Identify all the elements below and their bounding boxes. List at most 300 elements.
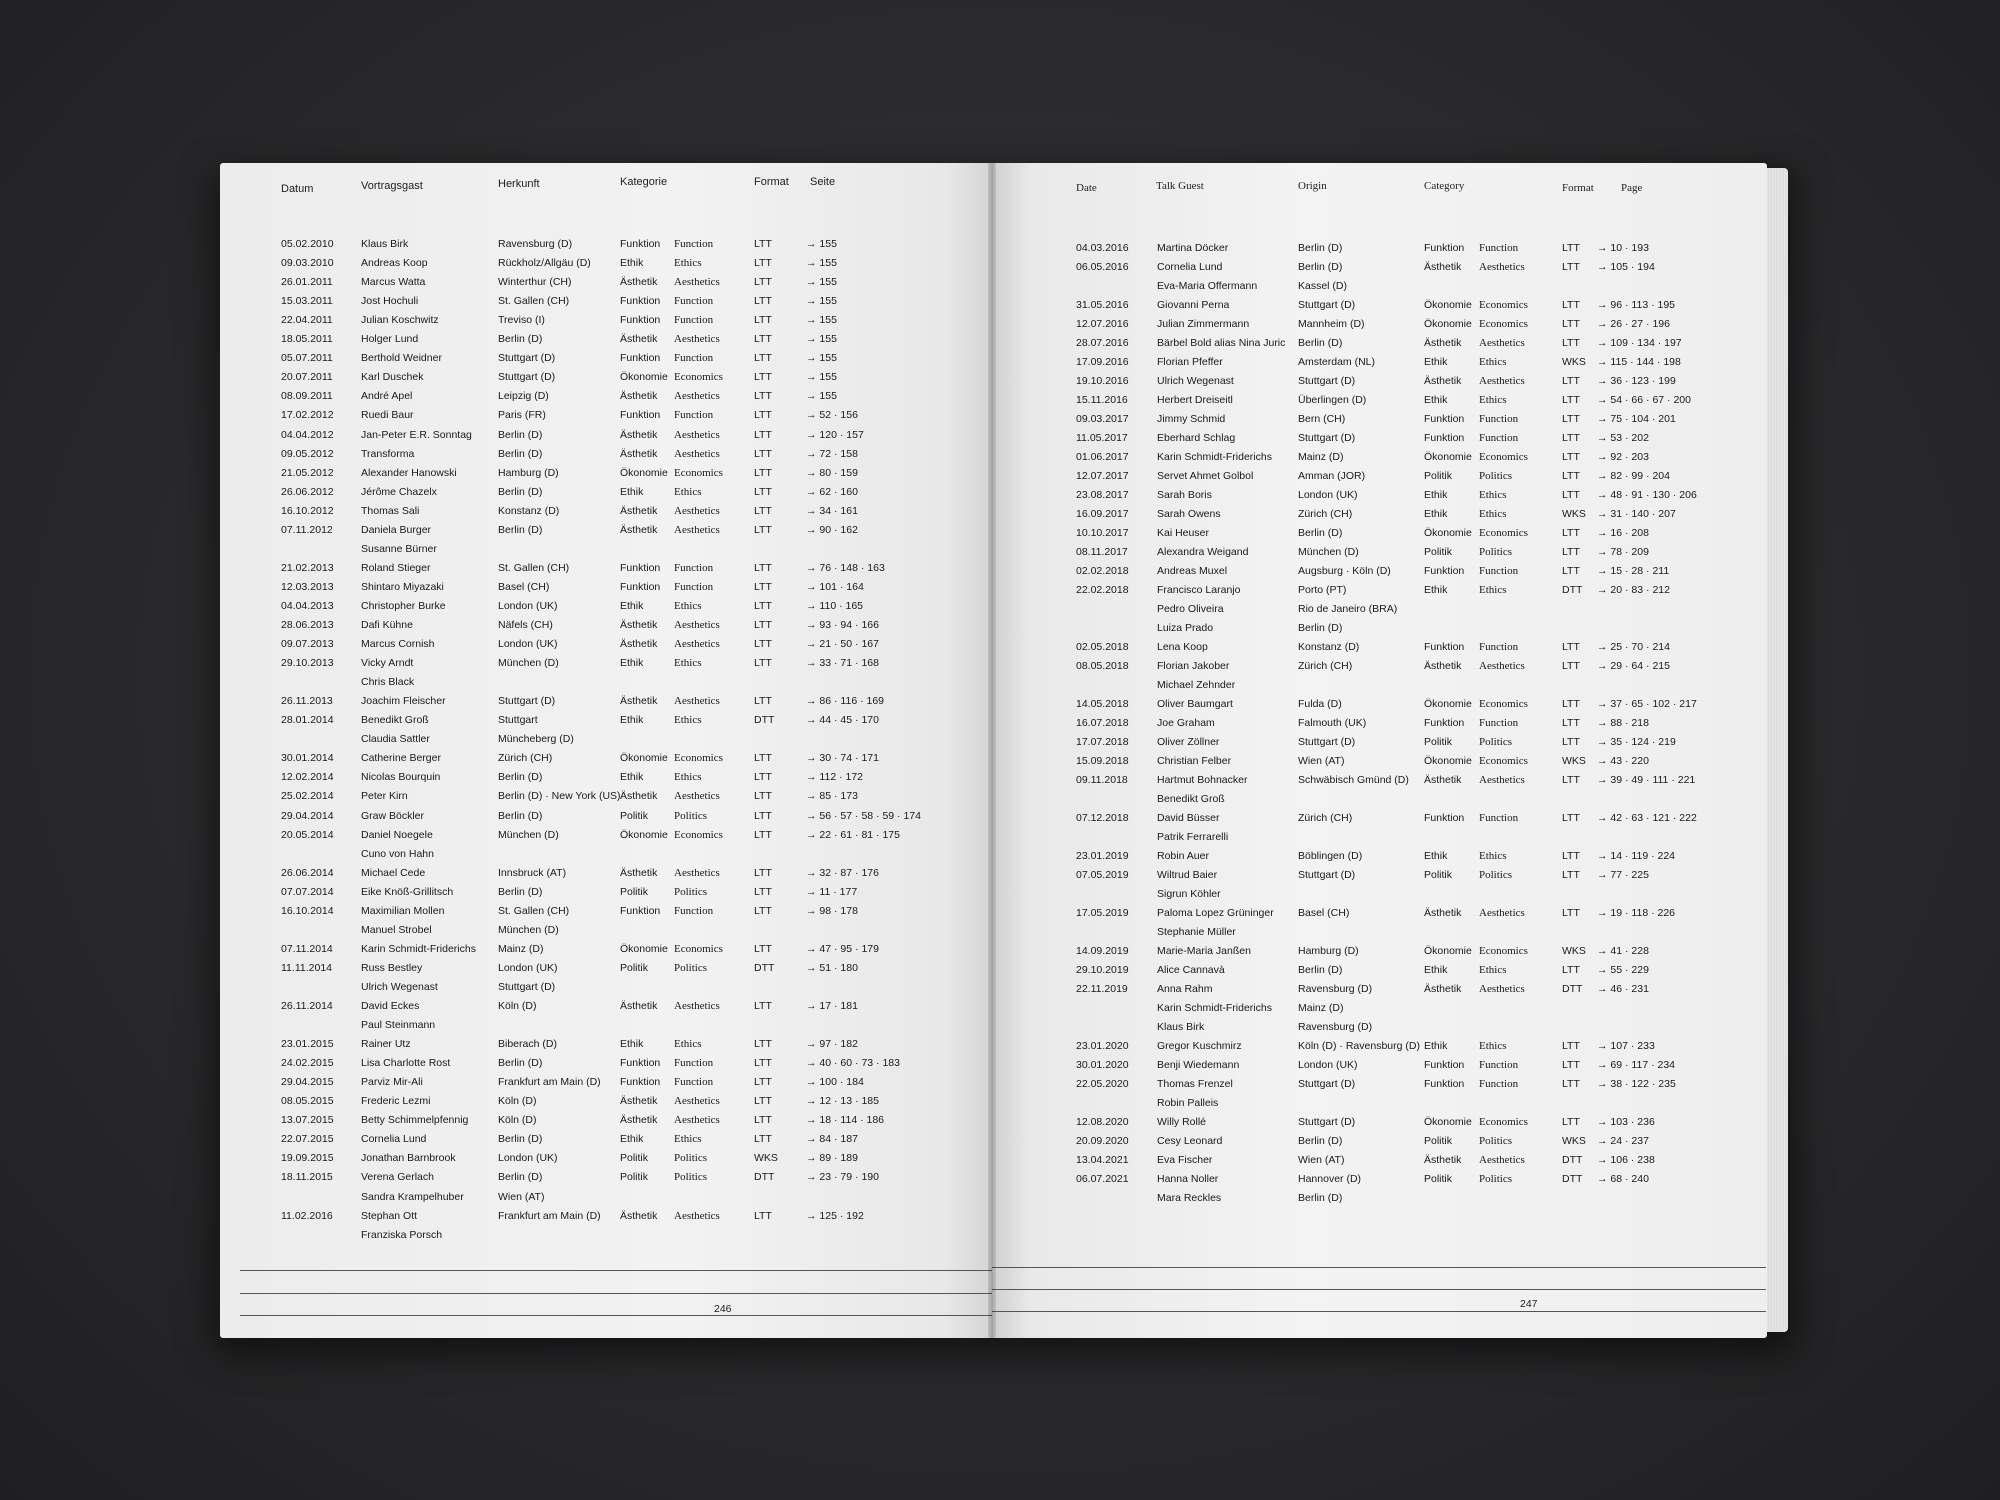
book-spine [988,163,996,1338]
table-row [220,886,992,905]
guest-cell: Julian Koschwitz [361,314,439,327]
date-cell: 06.07.2021 [1076,1173,1129,1185]
date-cell: 05.02.2010 [281,238,334,250]
table-row [220,1114,992,1133]
origin-cell: Stuttgart (D) [1298,869,1356,881]
page-ref-cell: → 42 · 63 · 121 · 222 [1597,812,1697,824]
origin-cell: Konstanz (D) [498,504,560,517]
table-row [220,1152,992,1171]
origin-cell: Leipzig (D) [498,390,549,403]
format-cell: WKS [1562,945,1586,957]
table-row [992,280,1767,299]
category-cell: Ethik [1424,850,1448,862]
page-ref-cell: → 125 · 192 [806,1209,864,1222]
page-ref-cell: → 109 · 134 · 197 [1597,337,1682,349]
guest-cell: Benji Wiedemann [1157,1059,1240,1071]
origin-cell: Berlin (D) [1298,622,1343,634]
origin-cell: Wien (AT) [1298,755,1345,767]
origin-cell: Rio de Janeiro (BRA) [1298,603,1398,615]
format-cell: WKS [1562,755,1586,767]
guest-cell: Peter Kirn [361,790,408,803]
page-ref-cell: → 155 [806,390,837,403]
table-row [992,413,1767,432]
origin-cell: Stuttgart (D) [1298,1078,1356,1090]
page-ref-cell: → 40 · 60 · 73 · 183 [806,1057,900,1070]
guest-cell: Thomas Sali [361,504,420,517]
table-row [220,1229,992,1248]
category-en-cell: Economics [1479,755,1528,767]
page-ref-cell: → 38 · 122 · 235 [1597,1078,1676,1090]
format-cell: LTT [754,1057,772,1070]
date-cell: 04.04.2012 [281,428,334,441]
guest-cell: Susanne Bürner [361,542,437,555]
origin-cell: Stuttgart (D) [1298,375,1356,387]
format-cell: LTT [754,523,772,536]
category-cell: Funktion [620,1057,661,1070]
page-ref-cell: → 155 [806,295,837,308]
category-cell: Politik [1424,869,1453,881]
guest-cell: Francisco Laranjo [1157,584,1241,596]
category-cell: Funktion [1424,242,1465,254]
table-row [220,1000,992,1019]
category-en-cell: Function [1479,242,1519,254]
header-category: Category [1424,180,1465,192]
origin-cell: Berlin (D) [498,771,543,784]
page-ref-cell: → 93 · 94 · 166 [806,619,879,631]
page-ref-cell: → 120 · 157 [806,428,864,441]
header-page: Seite [810,176,836,188]
guest-cell: Robin Palleis [1157,1097,1219,1109]
category-cell: Ästhetik [1424,375,1462,387]
category-en-cell: Function [674,1076,714,1089]
guest-cell: Joe Graham [1157,717,1215,729]
page-ref-cell: → 84 · 187 [806,1133,858,1146]
page-ref-cell: → 43 · 220 [1597,755,1649,767]
table-row [992,926,1767,945]
page-ref-cell: → 36 · 123 · 199 [1597,375,1676,387]
category-cell: Ökonomie [620,466,668,479]
date-cell: 28.07.2016 [1076,337,1129,349]
format-cell: LTT [1562,299,1580,311]
format-cell: LTT [1562,318,1580,330]
table-row [992,1040,1767,1059]
guest-cell: Julian Zimmermann [1157,318,1250,330]
origin-cell: Berlin (D) · New York (US) [498,790,621,803]
date-cell: 17.05.2019 [1076,907,1129,919]
table-row [220,1076,992,1095]
date-cell: 12.07.2017 [1076,470,1129,482]
format-cell: LTT [754,504,772,517]
origin-cell: Stuttgart (D) [498,980,556,993]
category-cell: Funktion [620,1076,661,1089]
category-cell: Politik [1424,1135,1453,1147]
date-cell: 20.05.2014 [281,828,334,841]
table-row [220,581,992,600]
category-en-cell: Function [674,314,714,327]
table-row [992,945,1767,964]
format-cell: LTT [1562,907,1580,919]
format-cell: LTT [1562,242,1580,254]
date-cell: 16.10.2012 [281,504,334,517]
origin-cell: London (UK) [498,599,558,612]
page-ref-cell: → 48 · 91 · 130 · 206 [1597,489,1697,501]
format-cell: LTT [754,466,772,479]
table-row [220,676,992,695]
origin-cell: Berlin (D) [1298,1135,1343,1147]
guest-cell: Jost Hochuli [361,295,419,308]
page-ref-cell: → 155 [806,238,837,250]
origin-cell: Stuttgart (D) [1298,299,1356,311]
category-en-cell: Ethics [1479,1040,1507,1052]
date-cell: 16.09.2017 [1076,508,1129,520]
table-row [220,829,992,848]
table-row [992,508,1767,527]
guest-cell: Ulrich Wegenast [1157,375,1234,387]
guest-cell: Martina Döcker [1157,242,1229,254]
origin-cell: Überlingen (D) [1298,394,1367,406]
category-cell: Funktion [620,238,661,250]
format-cell: LTT [1562,527,1580,539]
origin-cell: Bern (CH) [1298,413,1346,425]
table-row [220,790,992,809]
origin-cell: Hamburg (D) [1298,945,1359,957]
guest-cell: Willy Rollé [1157,1116,1207,1128]
guest-cell: Robin Auer [1157,850,1209,862]
table-row [992,717,1767,736]
table-row [220,752,992,771]
table-row [992,793,1767,812]
guest-cell: Nicolas Bourquin [361,771,441,784]
table-row [992,432,1767,451]
origin-cell: Böblingen (D) [1298,850,1363,862]
page-ref-cell: → 88 · 218 [1597,717,1649,729]
page-ref-cell: → 155 [806,314,837,327]
origin-cell: Müncheberg (D) [498,733,574,746]
category-cell: Ethik [1424,508,1448,520]
category-en-cell: Aesthetics [674,695,720,708]
table-row [992,318,1767,337]
format-cell: LTT [1562,337,1580,349]
table-row [992,584,1767,603]
guest-cell: Christopher Burke [361,599,446,612]
guest-cell: Lena Koop [1157,641,1208,653]
guest-cell: Klaus Birk [361,238,409,250]
guest-cell: Rainer Utz [361,1038,411,1051]
guest-cell: Cornelia Lund [361,1133,427,1146]
guest-cell: Gregor Kuschmirz [1157,1040,1242,1052]
category-en-cell: Politics [674,961,708,974]
category-cell: Politik [620,961,649,974]
format-cell: LTT [754,314,772,327]
table-row [992,375,1767,394]
guest-cell: Maximilian Mollen [361,904,445,917]
guest-cell: Paul Steinmann [361,1019,436,1032]
table-row [220,524,992,543]
category-cell: Ästhetik [620,866,658,879]
category-en-cell: Function [1479,413,1519,425]
format-cell: LTT [754,657,772,670]
guest-cell: Sarah Boris [1157,489,1212,501]
origin-cell: Berlin (D) [498,809,543,822]
date-cell: 14.09.2019 [1076,945,1129,957]
category-en-cell: Function [674,561,714,574]
table-row [220,1171,992,1190]
category-cell: Ästhetik [1424,907,1462,919]
date-cell: 09.03.2017 [1076,413,1129,425]
table-row [992,337,1767,356]
table-row [992,261,1767,280]
origin-cell: Näfels (CH) [498,619,553,631]
origin-cell: Wien (AT) [498,1190,545,1203]
category-en-cell: Aesthetics [674,504,720,517]
table-row [992,831,1767,850]
format-cell: DTT [754,1171,775,1184]
date-cell: 28.01.2014 [281,714,334,727]
date-cell: 12.03.2013 [281,580,334,593]
page-ref-cell: → 76 · 148 · 163 [806,561,885,574]
category-cell: Ethik [620,771,644,784]
footer-rule-bottom [240,1315,992,1316]
format-cell: LTT [754,1133,772,1146]
category-cell: Ökonomie [1424,299,1472,311]
origin-cell: Rückholz/Allgäu (D) [498,257,591,270]
category-cell: Funktion [1424,641,1465,653]
guest-cell: Patrik Ferrarelli [1157,831,1229,843]
origin-cell: Berlin (D) [1298,964,1343,976]
format-cell: LTT [754,1000,772,1012]
origin-cell: St. Gallen (CH) [498,904,570,917]
guest-cell: Franziska Porsch [361,1228,443,1241]
guest-cell: Anna Rahm [1157,983,1213,995]
category-cell: Ästhetik [620,447,658,460]
guest-cell: Thomas Frenzel [1157,1078,1233,1090]
category-en-cell: Aesthetics [1479,1154,1525,1166]
page-ref-cell: → 18 · 114 · 186 [806,1114,885,1127]
guest-cell: Marcus Watta [361,276,426,289]
format-cell: WKS [1562,508,1586,520]
table-row [220,600,992,619]
page-ref-cell: → 53 · 202 [1597,432,1649,444]
guest-cell: Sandra Krampelhuber [361,1190,464,1203]
category-cell: Politik [620,1152,649,1165]
header-date: Date [1076,182,1097,194]
table-row [992,622,1767,641]
page-ref-cell: → 90 · 162 [806,523,858,536]
category-en-cell: Aesthetics [674,447,720,460]
table-row [220,276,992,295]
page-ref-cell: → 12 · 13 · 185 [806,1095,879,1108]
category-en-cell: Aesthetics [674,333,720,346]
category-cell: Ästhetik [620,276,658,289]
origin-cell: Berlin (D) [1298,527,1343,539]
date-cell: 02.05.2018 [1076,641,1129,653]
guest-cell: Eberhard Schlag [1157,432,1236,444]
origin-cell: Berlin (D) [498,428,543,441]
category-en-cell: Economics [674,371,723,384]
guest-cell: Alexandra Weigand [1157,546,1249,558]
guest-cell: Bärbel Bold alias Nina Juric [1157,337,1286,349]
category-cell: Funktion [620,314,661,327]
category-cell: Ökonomie [620,371,668,384]
page-ref-cell: → 14 · 119 · 224 [1597,850,1676,862]
guest-cell: Ulrich Wegenast [361,980,438,993]
page-ref-cell: → 68 · 240 [1597,1173,1649,1185]
format-cell: LTT [754,1038,772,1051]
category-cell: Politik [620,885,649,898]
date-cell: 23.01.2020 [1076,1040,1129,1052]
guest-cell: Andreas Koop [361,257,428,270]
format-cell: LTT [754,809,772,822]
table-row [992,1078,1767,1097]
format-cell: WKS [1562,356,1586,368]
table-row [220,467,992,486]
format-cell: LTT [1562,1040,1580,1052]
category-en-cell: Aesthetics [674,619,720,631]
date-cell: 22.02.2018 [1076,584,1129,596]
format-cell: LTT [754,561,772,574]
page-number-left: 246 [714,1303,732,1315]
category-en-cell: Aesthetics [1479,337,1525,349]
header-date: Datum [281,183,314,195]
header-format: Format [754,176,789,188]
category-en-cell: Function [674,352,714,365]
date-cell: 29.04.2015 [281,1076,334,1089]
page-ref-cell: → 24 · 237 [1597,1135,1649,1147]
guest-cell: Jan-Peter E.R. Sonntag [361,428,472,441]
page-ref-cell: → 55 · 229 [1597,964,1649,976]
category-cell: Ethik [1424,584,1448,596]
guest-cell: Transforma [361,447,415,460]
page-ref-cell: → 82 · 99 · 204 [1597,470,1670,482]
footer-rule-mid [992,1289,1766,1290]
date-cell: 26.01.2011 [281,276,333,289]
category-en-cell: Politics [1479,470,1513,482]
guest-cell: Karin Schmidt-Friderichs [1157,1002,1272,1014]
table-row [992,1192,1767,1211]
origin-cell: München (D) [498,828,559,841]
origin-cell: Paris (FR) [498,409,546,422]
guest-cell: Michael Cede [361,866,426,879]
table-row [220,1210,992,1229]
date-cell: 07.12.2018 [1076,812,1129,824]
page-ref-cell: → 41 · 228 [1597,945,1649,957]
origin-cell: Amsterdam (NL) [1298,356,1376,368]
guest-cell: Herbert Dreiseitl [1157,394,1233,406]
guest-cell: Holger Lund [361,333,419,346]
table-row [220,1038,992,1057]
origin-cell: Hamburg (D) [498,466,559,479]
date-cell: 22.05.2020 [1076,1078,1129,1090]
category-en-cell: Function [674,904,714,917]
format-cell: LTT [754,371,772,384]
guest-cell: Benedikt Groß [1157,793,1225,805]
format-cell: LTT [754,333,772,346]
table-row [992,850,1767,869]
origin-cell: Mainz (D) [1298,451,1344,463]
date-cell: 15.03.2011 [281,295,333,308]
header-guest: Talk Guest [1156,180,1204,192]
table-row [992,983,1767,1002]
category-cell: Ästhetik [620,1095,658,1108]
format-cell: LTT [754,695,772,708]
category-cell: Ästhetik [1424,660,1462,672]
date-cell: 24.02.2015 [281,1057,334,1070]
date-cell: 02.02.2018 [1076,565,1129,577]
page-ref-cell: → 96 · 113 · 195 [1597,299,1676,311]
table-row [992,565,1767,584]
format-cell: LTT [1562,736,1580,748]
format-cell: LTT [754,752,772,765]
category-en-cell: Aesthetics [1479,660,1525,672]
guest-cell: Jérôme Chazelx [361,485,437,498]
category-en-cell: Function [674,1057,714,1070]
left-page [220,163,992,1338]
category-cell: Ethik [620,1133,644,1146]
page-ref-cell: → 100 · 184 [806,1076,864,1089]
table-row [220,905,992,924]
format-cell: LTT [754,276,772,289]
page-ref-cell: → 98 · 178 [806,904,858,917]
date-cell: 09.03.2010 [281,257,334,270]
format-cell: LTT [1562,698,1580,710]
format-cell: LTT [754,238,772,250]
format-cell: LTT [1562,717,1580,729]
category-en-cell: Ethics [674,257,702,270]
table-row [992,1116,1767,1135]
table-row [220,1057,992,1076]
origin-cell: Stuttgart (D) [498,371,556,384]
category-cell: Ökonomie [1424,755,1472,767]
table-row [992,888,1767,907]
category-cell: Ästhetik [620,1209,658,1222]
guest-cell: Cesy Leonard [1157,1135,1223,1147]
format-cell: LTT [754,771,772,784]
origin-cell: Zürich (CH) [1298,660,1353,672]
origin-cell: Köln (D) [498,1095,537,1108]
origin-cell: Treviso (I) [498,314,545,327]
category-cell: Ethik [620,599,644,612]
date-cell: 22.04.2011 [281,314,333,327]
origin-cell: Berlin (D) [1298,242,1343,254]
origin-cell: Köln (D) · Ravensburg (D) [1298,1040,1420,1052]
origin-cell: Ravensburg (D) [498,238,573,250]
page-ref-cell: → 80 · 159 [806,466,858,479]
table-row [992,242,1767,261]
guest-cell: Karl Duschek [361,371,424,384]
origin-cell: München (D) [1298,546,1359,558]
page-ref-cell: → 110 · 165 [806,599,864,612]
category-cell: Ästhetik [620,619,658,631]
format-cell: LTT [754,1209,772,1222]
category-en-cell: Ethics [1479,394,1507,406]
date-cell: 26.06.2014 [281,866,334,879]
table-row [992,812,1767,831]
guest-cell: Stephanie Müller [1157,926,1236,938]
table-row [220,943,992,962]
page-ref-cell: → 78 · 209 [1597,546,1649,558]
date-cell: 04.03.2016 [1076,242,1129,254]
format-cell: LTT [754,390,772,403]
category-en-cell: Ethics [674,657,702,670]
guest-cell: Dafi Kühne [361,619,413,631]
category-en-cell: Aesthetics [674,1114,720,1127]
format-cell: LTT [754,619,772,631]
date-cell: 04.04.2013 [281,599,334,612]
category-cell: Ästhetik [620,504,658,517]
header-format: Format [1562,182,1594,194]
format-cell: LTT [1562,660,1580,672]
origin-cell: Frankfurt am Main (D) [498,1209,601,1222]
